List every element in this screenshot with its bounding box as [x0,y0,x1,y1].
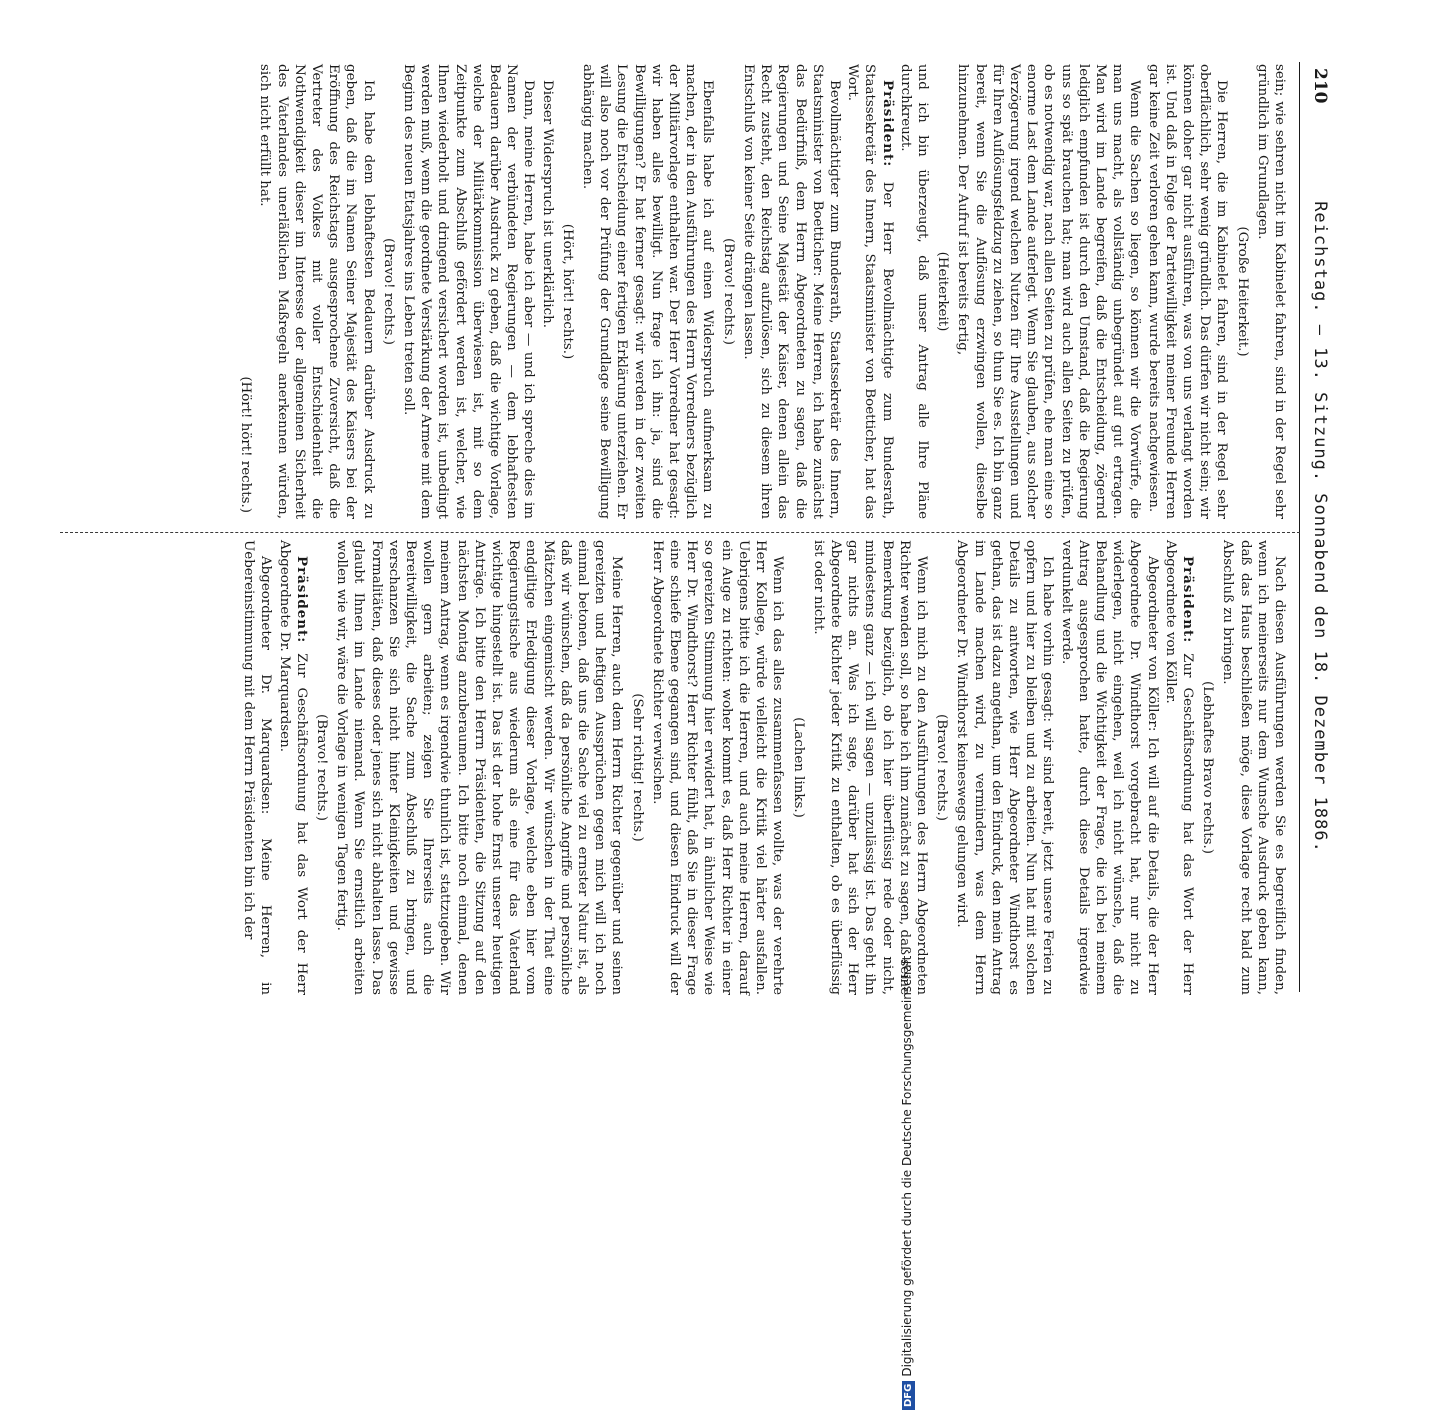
paragraph-text: Zur Geschäftsordnung hat das Wort der Herr Abgeordnete von Köller. [1162,540,1195,995]
paragraph-text: (Bravo! rechts.) [720,238,736,345]
paragraph-text: (Hört! hört! rechts.) [238,376,254,513]
running-head: Reichstag. — 13. Sitzung. Sonnabend den 18. Dezember 1886. [1310,201,1330,853]
paragraph [400,64,538,519]
paragraph-text: (Hört, hört! rechts.) [559,223,575,360]
paragraph-text: (Lachen links.) [790,717,806,818]
interjection [1199,540,1216,995]
paragraph-text: Die Herren, die im Kabinelet fahren, sind in der Regel sehr oberflächlich, sehr wenig gründlich. Das dürfen wir nicht sein; wir können doher gar nicht ausführen, was von uns verlangt worden ist. Und daß in Folge der Parteiwilligkeit meiner Freunde Herren gar keine Zeit verloren gehen kann, wurde bereits nachgewiesen. [1145,64,1230,519]
paragraph-text: Wenn ich mich zu den Ausführungen des Herrn Abgeordneten Richter wenden soll, so habe ich ihm zunächst zu sagen, daß seine Bemerkung bezüglich, ob ich hier überflüssig rede oder nicht, mindestens ganz — ich will sagen — unzulässig ist. Das geht ihn gar nichts an. Was ich sage, darüber hat sich der Herr Abgeordnete Richter jeder Kritik zu enthalten, ob es überflüssig ist oder nicht. [810,540,929,995]
paragraph-text: Ich habe dem lebhaftesten Bedauern darüber Ausdruck zu geben, daß die im Namen Seiner Majestät des Kaisers bei der Eröffnung des Reichstags ausgesprochene Zuversicht, daß die Vertreter des Volkes mit voller Entschiedenheit die Nothwendigkeit dieser im Interesse der allgemeinen Sicherheit des Vaterlandes unerläßlichen Maßregeln anerkennen würden, sich nicht erfüllt hat. [257,64,376,519]
paragraph [649,540,787,995]
paragraph [1254,64,1288,519]
interjection [789,540,806,995]
paragraph [275,540,309,995]
paragraph [240,540,274,995]
paragraph-text: (Lebhaftes Bravo rechts.) [1200,681,1216,854]
paragraph-text: sein; wie sehren nicht im Kabinelet fahren, sind in der Regel sehr gründlich im Grundlagen. [1254,64,1287,519]
footer-text: Digitalisierung gefördert durch die Deutsche Forschungsgemeinschaft [900,955,914,1377]
paragraph [579,64,717,519]
paragraph-text: Zur Geschäftsordnung hat das Wort der Herr Abgeordnete Dr. Marquardsen. [276,540,309,995]
paragraph-text: Ebenfalls habe ich auf einen Widerspruch aufmerksam zu machen, der in den Ausführungen des Herrn Vorredners bezüglich der Militärvorlage enthalten war. Der Herr Vorredner hat gesagt: wir haben alles bewilligt. Nun frage ich ihn: ja, sind die Bewilligungen? Er hat ferner gesagt: wir werden in der zweiten Lesung die Entscheidung einer fertigen Erklärung unterziehen. Er will also noch vor der Prüfung der Grundlage seine Bewilligung abhängig machen. [580,64,716,519]
paragraph-text: Bevollmächtigter zum Bundesrath, Staatssekretär des Innern, Staatsminister von Boetticher: Meine Herren, ich habe zunächst das Bedürfniß, dem Herrn Abgeordneten zu sagen, daß die Regierungen und Seine Majestät der Kaiser, denen allein das Recht zusteht, den Reichstag aufzulösen, sich zu diesem ihren Entschluß von keiner Seite drängen lassen. [740,64,842,519]
interjection [628,540,645,995]
digitization-footer [900,410,922,1410]
paragraph [1144,64,1230,519]
interjection [237,64,254,513]
paragraph-text: Nach diesen Ausführungen werden Sie es begreiflich finden, wenn ich meinerseits nur dem Wunsche Ausdruck geben kann, daß das Haus beschließen möge, diese Vorlage recht bald zum Abschluß zu bringen. [1220,540,1287,995]
paragraph-text: (Bravo! rechts.) [314,714,330,821]
speaker-label: Präsident: [293,556,310,644]
column-divider [60,532,1300,533]
paragraph-text: Meine Herren, auch dem Herrn Richter gegenüber und seinen gereizten und heftigen Aussprüchen gegen mich will ich noch einmal betonen, daß uns die Sache viel zu ernster Natur ist, als daß wir wünschen, daß da persönliche Angriffe und persönliche Mätzchen eingemischt werden. Wir wünschen in der That eine endgiltige Erledigung dieser Vorlage, welche eben hier vom Regierungstische aus wiederum als eine für das Vaterland wichtige hingestellt ist. Das ist der hohe Ernst unserer heutigen Anträge. Ich bitte den Herrn Präsidenten, die Sitzung auf den nächsten Montag anzuberaumen. Ich bitte noch einmal, denen meinem Antrag, wenn es irgendwie thunlich ist, stattzugeben. Wir wollen gern arbeiten; zeigen Sie Ihrerseits auch die Bereitwilligkeit, die Sache zum Abschluß zu bringen, und verschanzen Sie sich nicht hinter Kleinigkeiten und gewisse Formalitäten, daß dieses oder jenes sich nicht abhalten lasse. Das glaubt Ihnen im Lande niemand. Wenn Sie ernstlich arbeiten wollen wie wir, wäre die Vorlage in wenigen Tagen fertig. [334,540,625,995]
page-header [1299,62,1340,992]
paragraph-text: (Heiterkeit) [935,251,951,332]
paragraph [256,64,376,519]
paragraph-text: Wenn ich das alles zusammenfassen wollte, was der verehrte Herr Kollege, würde vielleicht die Kritik viel härter ausfallen. Uebrigens bitte ich die Herren, und auch meine Herren, darauf ein Auge zu richten: woher kommt es, daß Herr Richter in einer so gereizten Stimmung hier erwidert hat, in ähnlicher Weise wie Herr Dr. Windthorst? Herr Richter fühlt, daß Sie in dieser Frage eine schiefe Ebene gegangen sind, und diesen Eindruck will der Herr Abgeordnete Richter verwischen. [649,540,786,995]
paragraph-text: (Bravo! rechts.) [934,714,950,821]
interjection [1233,64,1250,519]
right-column [239,540,1288,995]
paragraph [538,64,555,519]
paragraph-text: Ich habe vorhin gesagt: wir sind bereit, jetzt unsere Ferien zu opfern und hier zu bleiben und zu arbeiten. Nun hat mit solchen Details zu antworten, wie Herr Abgeordneter Windthorst es gethan, das ist dazu angethan, um den Eindruck, den mein Antrag im Lande machen wird, zu vermindern, was dem Herrn Abgeordneter Dr. Windthorst keineswegs gelungen wird. [954,540,1056,995]
paragraph [1057,540,1160,995]
paragraph [954,64,1143,519]
paragraph-text: Dann, meine Herren, habe ich aber — und ich spreche dies im Namen der verbündeten Regierungen — dem lebhaftesten Bedauern darüber Ausdruck zu geben, daß die wichtige Vorlage, welche der Militärkommission überwiesen ist, mit so dem Zeitpunkte zum Abschluß gefördert werden ist, welcher, wie Ihnen wiederholt und dringend versichert worden ist, unbedingt werden muß, wenn die geordnete Verstärkung der Armee mit dem Beginn des neuen Etatsjahres ins Leben treten soll. [401,64,537,519]
paragraph-text: Abgeordneter Dr. Marquardsen: Meine Herren, in Uebereinstimmung mit dem Herrn Präsidenten bin ich der [241,540,274,995]
interjection [313,540,330,995]
page-number: 210 [1310,68,1330,104]
interjection [934,64,951,519]
scanned-page [50,62,1340,995]
speaker-label: Präsident: [1179,556,1196,644]
paragraph-text: Dieser Widerspruch ist unerklärlich. [539,80,555,329]
interjection [933,540,950,995]
paragraph-text: Der Herr Bevollmächtigte zum Bundesrath, Staatssekretär des Innern, Staatsminister von Boetticher, hat das Wort. [845,64,895,519]
paragraph-text: (Bravo! rechts.) [380,238,396,345]
paragraph [333,540,625,995]
paragraph [1219,540,1288,995]
paragraph-text: (Sehr richtig! rechts.) [629,693,645,842]
dfg-logo: DFG [902,1381,915,1410]
left-column [234,64,1288,519]
paragraph-text: und ich bin überzeugt, daß unser Antrag alle Ihre Pläne durchkreuzt. [897,64,930,519]
paragraph [844,64,896,519]
paragraph-text: Abgeordneter von Köller: Ich will auf die Details, die der Herr Abgeordnete Dr. Windthorst vorgebracht hat, nur nicht zu widerlegen, nicht eingehen, weil ich nicht wünsche, daß die Behandlung und die Wichtigkeit der Frage, die ich bei meinem Antrag ausgesprochen hatte, durch diese Details irgendwie verdunkelt werde. [1058,540,1160,995]
paragraph [953,540,1056,995]
paragraph-text: (Große Heiterkeit.) [1234,226,1250,357]
paragraph [1162,540,1196,995]
interjection [380,64,397,519]
paragraph-text: Wenn die Sachen so liegen, so können wir die Vorwürfe, die man uns macht, als vollständig unbegründet auf gut ertragen. Man wird im Lande begreifen, daß die Entscheidung, zögernd lediglich empfunden ist durch den Umstand, daß die Regierung uns so spät brauchen hat; man wird auch allen Seiten zu prüfen, ob es notwendig war, nach allen Seiten zu prüfen, ehe man eine so enorme Last dem Lande auferlegt. Wenn Sie glauben, aus solcher Verzögerung irgend welchen Nutzen für Ihre Ausstellungen und für Ihren Auflösungsfeldzug zu ziehen, so thun Sie es. Ich bin ganz bereit, wenn Sie die Auflösung erzwingen wollen, dieselbe hinzunehmen. Der Aufruf ist bereits fertig, [955,64,1143,519]
speaker-label: Präsident: [879,80,896,168]
paragraph [740,64,843,519]
interjection [559,64,576,519]
interjection [720,64,737,519]
